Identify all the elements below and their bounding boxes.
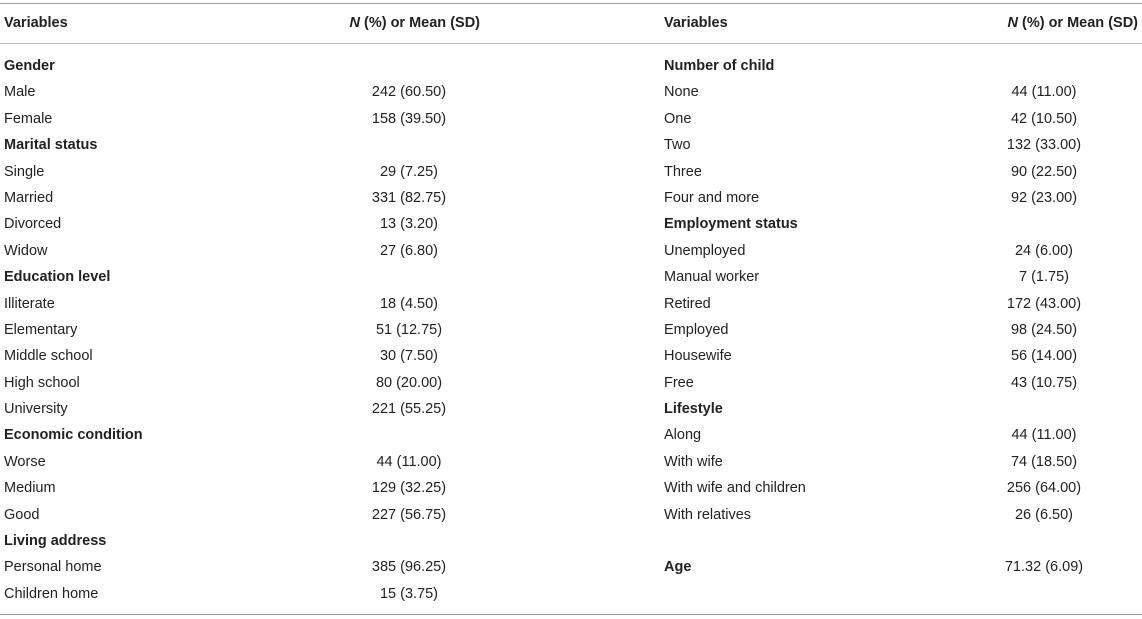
row-value: 172 (43.00): [1006, 295, 1082, 312]
row-label: Along: [664, 427, 702, 444]
row-value: 221 (55.25): [371, 401, 447, 418]
table-section-row: [4, 422, 564, 448]
table-row: [664, 185, 1140, 211]
row-label: With wife: [664, 453, 723, 470]
header-stat-right: [870, 3, 1138, 43]
table-row: [4, 475, 564, 501]
row-label: Employed: [664, 321, 729, 338]
row-value: 24 (6.00): [1014, 242, 1074, 259]
row-label: Illiterate: [4, 295, 55, 312]
row-label: Retired: [664, 295, 711, 312]
row-label: Male: [4, 84, 36, 101]
table-row: [4, 159, 564, 185]
row-label: Marital status: [4, 137, 98, 154]
row-value: 90 (22.50): [1010, 163, 1078, 180]
table-row: [664, 449, 1140, 475]
table-row: [4, 449, 564, 475]
table-section-row: [4, 132, 564, 158]
row-label: Housewife: [664, 348, 732, 365]
row-label: Gender: [4, 58, 55, 74]
table-row: [4, 554, 564, 580]
row-label: University: [4, 401, 68, 418]
table-row: [4, 185, 564, 211]
table-row: [4, 317, 564, 343]
table-row: [664, 238, 1140, 264]
row-value: 44 (11.00): [376, 453, 442, 470]
table-bottom-rule: [0, 614, 1142, 615]
row-label: Living address: [4, 533, 107, 550]
row-label: Number of child: [664, 58, 775, 74]
row-value: 30 (7.50): [379, 348, 439, 365]
table-row: [4, 502, 564, 528]
row-label: Married: [4, 189, 54, 206]
header-stat-left: [210, 3, 480, 43]
row-label: With relatives: [664, 506, 752, 523]
table-row: [664, 370, 1140, 396]
table-row: [664, 132, 1140, 158]
row-value: 56 (14.00): [1010, 348, 1078, 365]
row-label: Unemployed: [664, 242, 746, 259]
row-label: Single: [4, 163, 45, 180]
row-value: 385 (96.25): [371, 559, 447, 576]
row-label: Middle school: [4, 348, 93, 365]
table-row: [664, 528, 1140, 554]
row-label: Worse: [4, 453, 46, 470]
row-label: With wife and children: [664, 480, 806, 497]
row-value: 43 (10.75): [1010, 374, 1078, 391]
row-value: 71.32 (6.09): [1004, 559, 1084, 576]
row-label: Divorced: [4, 216, 62, 233]
table-section-row: [664, 554, 1140, 580]
row-label: Employment status: [664, 216, 798, 233]
row-label: Free: [664, 374, 694, 391]
table-header-rule: [0, 43, 1142, 44]
table-row: [664, 79, 1140, 105]
table-row: [664, 343, 1140, 369]
table-row: [4, 370, 564, 396]
row-value: 92 (23.00): [1010, 189, 1078, 206]
row-label: Three: [664, 163, 702, 180]
table-row: [4, 211, 564, 237]
row-label: Economic condition: [4, 427, 143, 444]
row-label: Lifestyle: [664, 401, 723, 418]
row-label: Female: [4, 110, 53, 127]
row-value: 18 (4.50): [379, 295, 439, 312]
row-value: 13 (3.20): [379, 216, 439, 233]
table-section-row: [664, 53, 1140, 79]
table-column-right: [664, 53, 1140, 581]
row-value: 98 (24.50): [1010, 321, 1078, 338]
row-value: 129 (32.25): [371, 480, 447, 497]
table-row: [664, 291, 1140, 317]
row-label: Widow: [4, 242, 48, 259]
row-label: Four and more: [664, 189, 760, 206]
row-label: High school: [4, 374, 80, 391]
table-row: [4, 238, 564, 264]
table-section-row: [4, 528, 564, 554]
table-row: [664, 475, 1140, 501]
table-row: [4, 79, 564, 105]
row-label: Elementary: [4, 321, 78, 338]
table-section-row: [4, 264, 564, 290]
table-row: [4, 396, 564, 422]
row-value: 227 (56.75): [371, 506, 447, 523]
table-column-left: [4, 53, 564, 607]
table-row: [4, 291, 564, 317]
row-value: 42 (10.50): [1010, 110, 1078, 127]
row-value: 132 (33.00): [1006, 137, 1082, 154]
row-value: 51 (12.75): [375, 321, 443, 338]
header-stat-text-right: (%) or Mean (SD): [1017, 15, 1138, 31]
row-label: Good: [4, 506, 40, 523]
row-value: 26 (6.50): [1014, 506, 1074, 523]
table-row: [664, 106, 1140, 132]
row-value: 80 (20.00): [375, 374, 443, 391]
table-section-row: [664, 396, 1140, 422]
row-label: Two: [664, 137, 691, 154]
row-label: Manual worker: [664, 269, 760, 286]
row-value: 7 (1.75): [1019, 269, 1069, 286]
row-label: Medium: [4, 480, 56, 497]
row-label: Children home: [4, 585, 99, 602]
row-value: 331 (82.75): [371, 189, 447, 206]
table-row: [664, 159, 1140, 185]
header-n-left: N: [349, 15, 360, 31]
row-value: 44 (11.00): [1011, 427, 1077, 444]
row-value: 15 (3.75): [379, 585, 439, 602]
row-label: One: [664, 110, 692, 127]
row-value: 44 (11.00): [1011, 84, 1077, 101]
table-section-row: [4, 53, 564, 79]
row-value: 27 (6.80): [379, 242, 439, 259]
header-n-right: N: [1007, 15, 1018, 31]
table-row: [4, 581, 564, 607]
row-value: 256 (64.00): [1006, 480, 1082, 497]
table-row: [664, 502, 1140, 528]
row-value: 158 (39.50): [371, 110, 447, 127]
table-row: [664, 317, 1140, 343]
table-row: [664, 422, 1140, 448]
table-section-row: [664, 211, 1140, 237]
header-stat-text-left: (%) or Mean (SD): [359, 15, 480, 31]
row-value: 29 (7.25): [379, 163, 439, 180]
row-value: 242 (60.50): [371, 84, 447, 101]
header-variables-left: Variables: [4, 15, 68, 31]
row-label: Age: [664, 559, 692, 576]
row-label: Personal home: [4, 559, 102, 576]
row-label: None: [664, 84, 699, 101]
table-header-row: [0, 3, 1142, 43]
row-label: Education level: [4, 269, 111, 286]
table-row: [4, 106, 564, 132]
table-row: [664, 264, 1140, 290]
row-value: 74 (18.50): [1010, 453, 1078, 470]
table-row: [4, 343, 564, 369]
header-variables-right: Variables: [664, 15, 728, 31]
